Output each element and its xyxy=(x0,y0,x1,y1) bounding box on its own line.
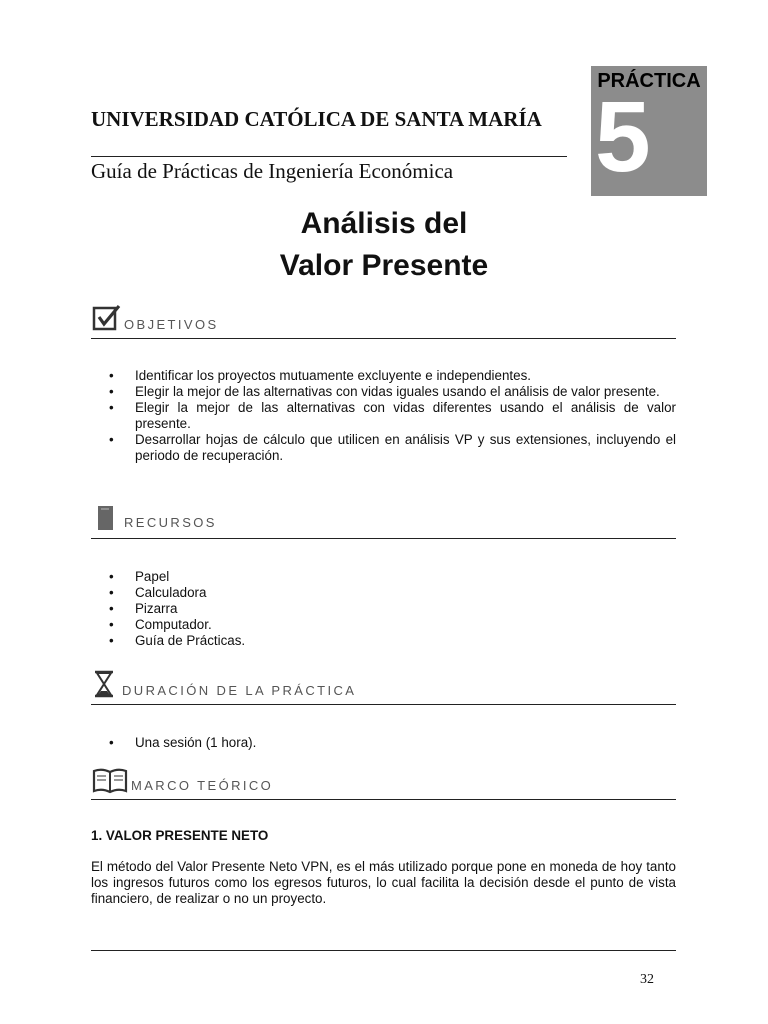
practice-badge-label: PRÁCTICA xyxy=(597,70,701,92)
guide-subtitle: Guía de Prácticas de Ingeniería Económica xyxy=(91,159,454,183)
book-spine-icon xyxy=(97,505,117,531)
list-item: • Elegir la mejor de las alternativas con vidas iguales usando el análisis de valor presente. xyxy=(109,384,676,400)
checkbox-icon xyxy=(92,303,122,333)
section-heading-objetivos: OBJETIVOS xyxy=(124,317,219,332)
section-heading-marco: MARCO TEÓRICO xyxy=(131,778,274,793)
open-book-icon xyxy=(92,768,128,794)
section-divider xyxy=(91,799,676,800)
list-item: • Guía de Prácticas. xyxy=(109,633,409,649)
duration-list xyxy=(109,735,409,751)
list-item: • Elegir la mejor de las alternativas con vidas diferentes usando el análisis de valor presente. xyxy=(109,400,676,432)
objectives-list xyxy=(109,368,676,464)
subsection-heading: 1. VALOR PRESENTE NETO xyxy=(91,828,269,843)
list-item: • Una sesión (1 hora). xyxy=(109,735,409,751)
list-item: • Papel xyxy=(109,569,409,585)
page-number: 32 xyxy=(640,972,654,987)
page-title xyxy=(0,203,768,287)
university-name: UNIVERSIDAD CATÓLICA DE SANTA MARÍA xyxy=(91,107,542,131)
section-divider xyxy=(91,338,676,339)
resources-list xyxy=(109,569,409,649)
page-title-line2: Valor Presente xyxy=(279,249,489,282)
list-item: • Identificar los proyectos mutuamente excluyente e independientes. xyxy=(109,368,676,384)
practice-badge xyxy=(591,66,707,196)
header-divider xyxy=(91,156,567,157)
section-divider xyxy=(91,704,676,705)
list-item: • Calculadora xyxy=(109,585,409,601)
footer-divider xyxy=(91,950,676,951)
body-paragraph: El método del Valor Presente Neto VPN, es el más utilizado porque pone en moneda de hoy tanto los ingresos futuros como los egresos futuros, lo cual facilita la decisión desde el punto de vista financiero, de realizar o no un proyecto. xyxy=(91,859,676,906)
hourglass-icon xyxy=(93,670,115,698)
list-item: • Desarrollar hojas de cálculo que utilicen en análisis VP y sus extensiones, incluyendo el periodo de recuperación. xyxy=(109,432,676,464)
list-item: • Pizarra xyxy=(109,601,409,617)
page-title-line1: Análisis del xyxy=(300,207,468,240)
section-heading-recursos: RECURSOS xyxy=(124,515,217,530)
list-item: • Computador. xyxy=(109,617,409,633)
section-heading-duracion: DURACIÓN DE LA PRÁCTICA xyxy=(122,683,357,698)
section-divider xyxy=(91,538,676,539)
practice-badge-number: 5 xyxy=(595,81,651,193)
